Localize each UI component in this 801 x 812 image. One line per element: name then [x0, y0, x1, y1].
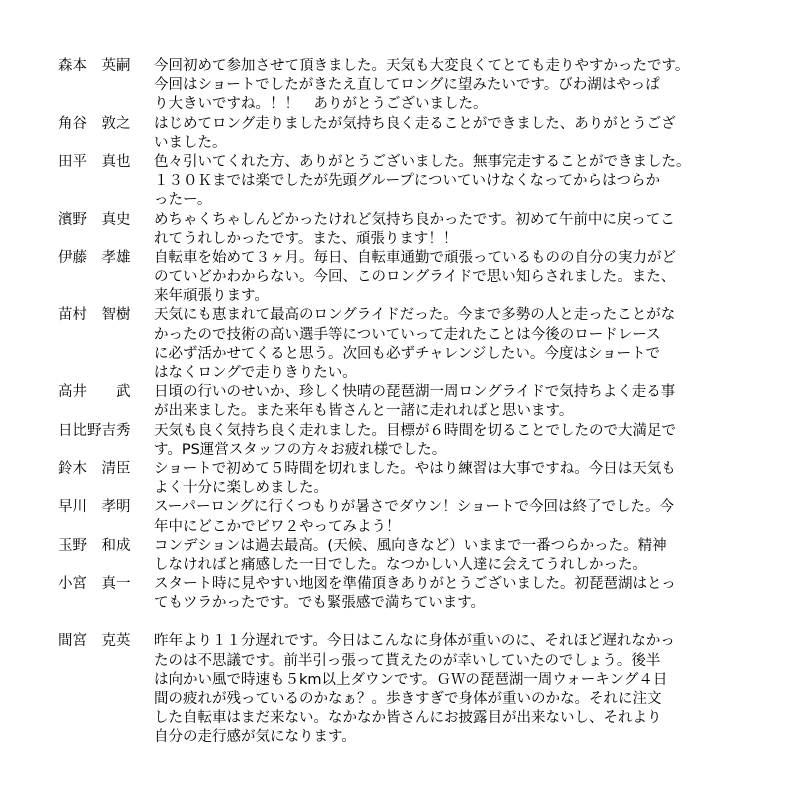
comment-text	[154, 537, 742, 575]
participant-name: 鈴木 清臣	[58, 460, 131, 477]
comment-line: が出来ました。また来年も皆さんと一諸に走れればと思います。	[154, 403, 574, 420]
comment-line: たのは不思議です。前半引っ張って貰えたのが幸いしていたのでしょう。後半	[154, 652, 661, 669]
comment-line: り大きいですね。！！ ありがとうございました。	[154, 96, 488, 113]
comment-line: しなければと痛感した一日でした。なつかしい人達に会えてうれしかった。	[154, 556, 647, 573]
participant-name: 小宮 真一	[58, 576, 131, 593]
comment-line: 日頃の行いのせいか、珍しく快晴の琵琶湖一周ロングライドで気持ちよく走る事	[154, 384, 676, 401]
comment-line: は向かい風で時速も５km以上ダウンです。ＧＷの琵琶湖一周ウォーキング４日	[154, 671, 668, 688]
participant-name: 日比野吉秀	[58, 422, 131, 439]
comment-entry	[58, 383, 758, 421]
participant-name: 間宮 克英	[58, 633, 131, 650]
comment-text	[154, 460, 742, 498]
comment-line: はなくロングで走りきりたい。	[154, 365, 357, 381]
participant-name: 伊藤 孝雄	[58, 249, 131, 266]
comment-entry	[58, 460, 758, 498]
comment-line: スタート時に見やすい地図を準備頂きありがとうございました。初琵琶湖はとっ	[154, 576, 676, 593]
comment-text	[154, 211, 742, 249]
participant-name: 森本 英嗣	[58, 58, 131, 74]
participant-name: 高井 武	[58, 384, 131, 401]
comment-text	[154, 498, 742, 536]
comment-text	[154, 422, 742, 460]
comment-entry	[58, 422, 758, 460]
comment-entry	[58, 115, 758, 153]
comment-line: 今回はショートでしたがきたえ直してロングに望みたいです。びわ湖はやっぱ	[154, 77, 660, 94]
comment-line: 年中にどこかでビワ２やってみよう！	[154, 518, 401, 535]
comment-line: 天気も良く気持ち良く走れました。目標が６時間を切ることでしたので大満足で	[154, 422, 676, 439]
comment-line: かったので技術の高い選手等についていって走れたことは今後のロードレース	[154, 326, 661, 343]
comment-line: はじめてロング走りましたが気持ち良く走ることができました、ありがとうござ	[154, 115, 676, 132]
comment-text	[154, 575, 742, 613]
comment-line: のていどかわからない。今回、このロングライドで思い知らされました。また、	[154, 269, 676, 286]
comment-line: コンデションは過去最高。(天候、風向きなど）いままで一番つらかった。精神	[154, 537, 667, 554]
comment-entry	[58, 249, 758, 307]
participant-name: 苗村 智樹	[58, 307, 131, 324]
comment-text	[154, 249, 742, 307]
comment-entry	[58, 57, 758, 115]
comment-text	[154, 153, 742, 211]
participant-name: 濱野 真史	[58, 211, 131, 228]
comment-line: 自分の走行感が気になります。	[154, 729, 356, 746]
participant-name: 角谷 敦之	[58, 115, 131, 132]
comment-line: す。PS運営スタッフの方々お疲れ様でした。	[154, 441, 447, 458]
participant-name: 玉野 和成	[58, 537, 131, 554]
comment-entry	[58, 498, 758, 536]
comment-line: てもツラかったです。でも緊張感で満ちています。	[154, 595, 486, 612]
comment-entry	[58, 575, 758, 613]
comment-line: 昨年より１１分遅れです。今日はこんなに身体が重いのに、それほど遅れなかっ	[154, 633, 675, 650]
comment-entry	[58, 153, 758, 211]
comment-text	[154, 306, 742, 383]
comment-line: 今回初めて参加させて頂きました。天気も大変良くてとても走りやすかったです。	[154, 58, 690, 74]
comment-entry	[58, 632, 758, 747]
comment-line: よく十分に楽しめました。	[154, 480, 328, 497]
comment-line: ったー。	[154, 192, 212, 209]
comment-line: 色々引いてくれた方、ありがとうございました。無事完走することができました。	[154, 153, 691, 170]
comment-text	[154, 632, 742, 747]
comment-text	[154, 115, 742, 153]
comment-line: に必ず活かせてくると思う。次回も必ずチャレンジしたい。今度はショートで	[154, 345, 661, 362]
comment-line: した自転車はまだ来ない。なかなか皆さんにお披露目が出来ないし、それより	[154, 710, 662, 727]
comment-line: れてうれしかったです。また、頑張ります！！	[154, 230, 458, 247]
comment-text	[154, 57, 742, 115]
comment-line: 自転車を始めて３ヶ月。毎日、自転車通勤で頑張っているものの自分の実力がど	[154, 249, 676, 266]
comment-line: 天気にも恵まれて最高のロングライドだった。今まで多勢の人と走ったことがな	[154, 307, 676, 324]
comment-line: ショートで初めて５時間を切れました。やはり練習は大事ですね。今日は天気も	[154, 460, 676, 477]
comment-line: １３０Ｋまでは楽でしたが先頭グループについていけなくなってからはつらか	[154, 173, 661, 190]
comment-line: いました。	[154, 134, 227, 151]
comment-line: 間の疲れが残っているのかなぁ？。歩きすぎで身体が重いのかな。それに注文	[154, 691, 662, 707]
participant-name: 早川 孝明	[58, 499, 131, 516]
comment-line: スーパーロングに行くつもりが暑さでダウン！ショートで今回は終了でした。今	[154, 499, 674, 516]
comment-text	[154, 383, 742, 421]
comment-entry	[58, 537, 758, 575]
comment-entry	[58, 306, 758, 383]
comment-entry	[58, 211, 758, 249]
comment-line: めちゃくちゃしんどかったけれど気持ち良かったです。初めて午前中に戻ってこ	[154, 211, 675, 228]
comment-line: 来年頑張ります。	[154, 288, 269, 305]
participant-name: 田平 真也	[58, 153, 131, 170]
participant-comments-list	[58, 57, 758, 748]
